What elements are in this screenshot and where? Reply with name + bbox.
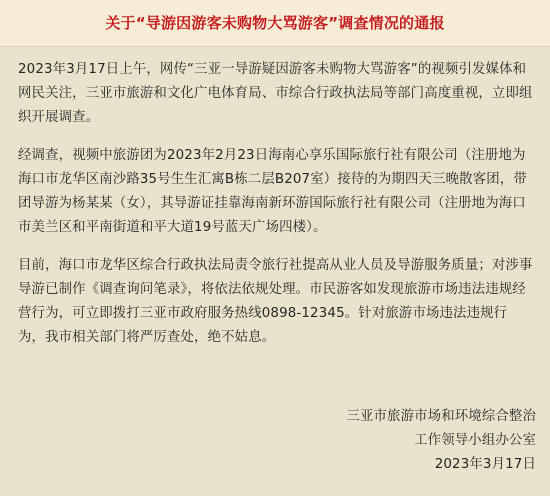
issuer-name-line1: 三亚市旅游市场和环境综合整治: [346, 409, 536, 424]
signature-block: [346, 405, 536, 477]
title-bar: [0, 0, 550, 47]
issuer-name-line2: 工作领导小组办公室: [414, 433, 536, 448]
paragraph-investigation: 经调查，视频中旅游团为2023年2月23日海南心享乐国际旅行社有限公司（注册地为海口市龙华区南沙路35号生生汇寓B栋二层B207室）接待的为期四天三晚散客团，带团导游为杨某某（女），其导游证挂靠海南新环游国际旅行社有限公司（注册地为海口市美兰区和平南街道和平大道19号蓝天广场四楼）。: [18, 148, 527, 235]
issue-date: 2023年3月17日: [434, 457, 536, 472]
paragraph-action: 目前，海口市龙华区综合行政执法局责令旅行社提高从业人员及导游服务质量；对涉事导游已制作《调查询问笔录》，将依法依规处理。市民游客如发现旅游市场违法违规经营行为，可立即拨打三亚市政府服务热线0898-12345。针对旅游市场违法违规行为，我市相关部门将严厉查处，绝不姑息。: [18, 258, 533, 345]
notice-title: 关于“导游因游客未购物大骂游客”调查情况的通报: [105, 14, 445, 32]
paragraph-intro: 2023年3月17日上午，网传“三亚一导游疑因游客未购物大骂游客”的视频引发媒体和网民关注，三亚市旅游和文化广电体育局、市综合行政执法局等部门高度重视，立即组织开展调查。: [18, 62, 533, 125]
notice-body: [18, 58, 534, 364]
